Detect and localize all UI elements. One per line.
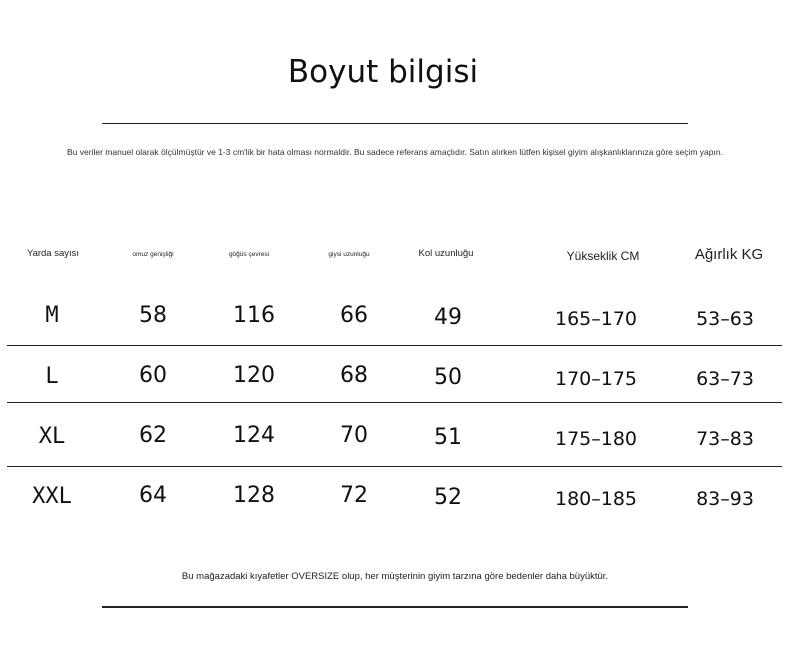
shoulder-cell: 60 [139, 363, 167, 388]
row-divider [7, 402, 782, 403]
header-weight: Ağırlık KG [694, 246, 764, 263]
header-shoulder: omuz genişliği [132, 251, 174, 258]
weight-cell: 83–93 [696, 488, 754, 510]
weight-cell: 53–63 [696, 308, 754, 330]
weight-cell: 63–73 [696, 368, 754, 390]
shoulder-cell: 62 [139, 423, 167, 448]
height-cell: 180–185 [554, 488, 638, 510]
page-title: Boyut bilgisi [287, 54, 479, 90]
chest-cell: 120 [233, 363, 275, 388]
length-cell: 68 [340, 363, 368, 388]
chest-cell: 128 [233, 483, 275, 508]
sleeve-cell: 52 [434, 485, 462, 510]
bottom-divider [102, 606, 688, 608]
chest-cell: 116 [233, 303, 275, 328]
header-height: Yükseklik CM [566, 249, 640, 263]
size-cell: L [45, 364, 59, 389]
size-cell: M [45, 303, 59, 328]
height-cell: 165–170 [554, 308, 638, 330]
weight-cell: 73–83 [696, 428, 754, 450]
height-cell: 175–180 [554, 428, 638, 450]
length-cell: 70 [340, 423, 368, 448]
header-chest: göğüs çevresi [228, 251, 270, 258]
shoulder-cell: 58 [139, 303, 167, 328]
header-size: Yarda sayısı [26, 248, 80, 259]
shoulder-cell: 64 [139, 483, 167, 508]
chest-cell: 124 [233, 423, 275, 448]
length-cell: 72 [340, 483, 368, 508]
row-divider [7, 466, 782, 467]
header-length: giysi uzunluğu [328, 251, 370, 258]
sleeve-cell: 49 [434, 305, 462, 330]
measurement-note: Bu veriler manuel olarak ölçülmüştür ve 1-3 cm'lik bir hata olması normaldir. Bu sadece referans amaçlıdır. Satın alırken lütfen kişisel giyim alışkanlıklarınıza göre seçim yapın. [67, 147, 723, 157]
sleeve-cell: 50 [434, 365, 462, 390]
sleeve-cell: 51 [434, 425, 462, 450]
oversize-note: Bu mağazadaki kıyafetler OVERSIZE olup, her müşterinin giyim tarzına göre bedenler daha büyüktür. [181, 571, 609, 582]
size-cell: XXL [32, 484, 72, 509]
size-cell: XL [38, 424, 66, 449]
header-sleeve: Kol uzunluğu [418, 248, 474, 259]
title-divider [102, 123, 688, 124]
row-divider [7, 345, 782, 346]
height-cell: 170–175 [554, 368, 638, 390]
length-cell: 66 [340, 303, 368, 328]
